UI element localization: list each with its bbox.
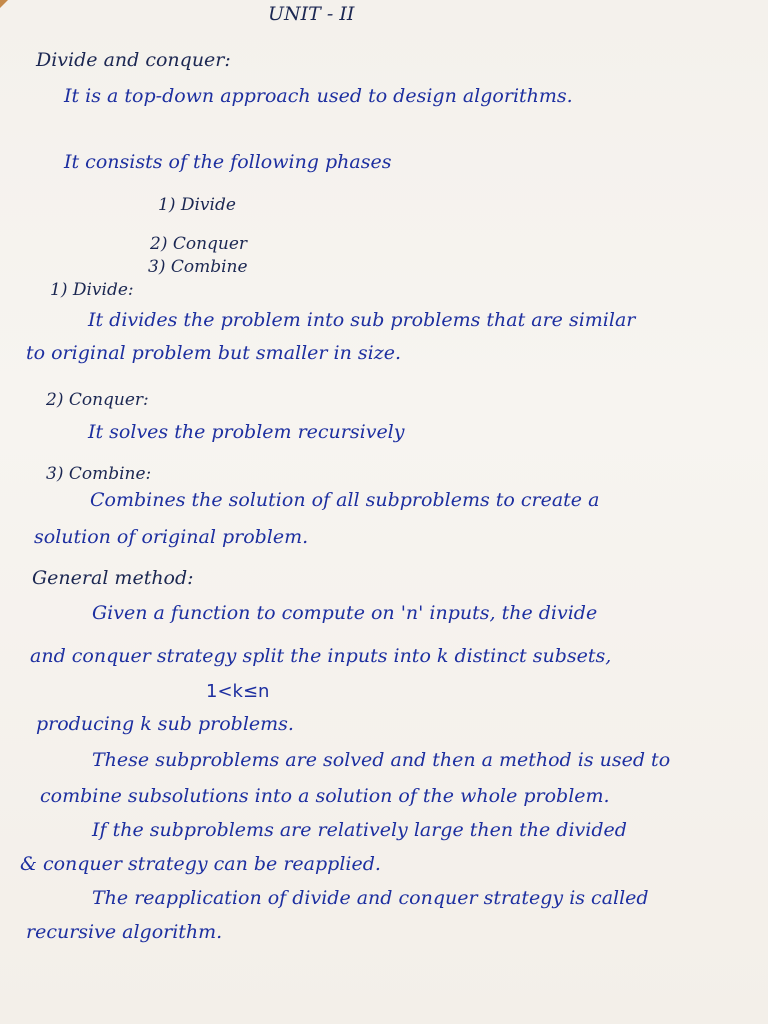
general-line-6: combine subsolutions into a solution of the whole problem.	[40, 785, 610, 807]
divide-heading: 1) Divide:	[50, 280, 134, 300]
unit-heading: UNIT - II	[268, 3, 355, 25]
intro-text: It is a top-down approach used to design algorithms.	[64, 85, 573, 107]
combine-heading: 3) Combine:	[46, 464, 152, 484]
divide-line-1: It divides the problem into sub problems that are similar	[88, 309, 636, 331]
conquer-line-1: It solves the problem recursively	[88, 421, 405, 443]
general-line-7: If the subproblems are relatively large then the divided	[92, 819, 627, 841]
general-line-9: The reapplication of divide and conquer strategy is called	[92, 887, 649, 909]
phases-intro: It consists of the following phases	[64, 151, 392, 173]
phase-item-combine: 3) Combine	[148, 257, 248, 277]
general-line-2: and conquer strategy split the inputs into k distinct subsets,	[30, 645, 612, 667]
phase-item-conquer: 2) Conquer	[150, 234, 248, 254]
general-line-4: producing k sub problems.	[36, 713, 294, 735]
combine-line-2: solution of original problem.	[34, 526, 309, 548]
general-line-8: & conquer strategy can be reapplied.	[20, 853, 381, 875]
section-title: Divide and conquer:	[36, 49, 231, 71]
divide-line-2: to original problem but smaller in size.	[26, 342, 402, 364]
general-inequality: 1<k≤n	[206, 681, 270, 702]
general-line-5: These subproblems are solved and then a method is used to	[92, 749, 671, 771]
general-line-1: Given a function to compute on 'n' inputs, the divide	[92, 602, 598, 624]
phase-item-divide: 1) Divide	[158, 195, 236, 215]
general-line-10: recursive algorithm.	[26, 921, 223, 943]
conquer-heading: 2) Conquer:	[46, 390, 149, 410]
page-corner-mark	[0, 0, 8, 8]
combine-line-1: Combines the solution of all subproblems to create a	[90, 489, 600, 511]
general-heading: General method:	[32, 567, 194, 589]
